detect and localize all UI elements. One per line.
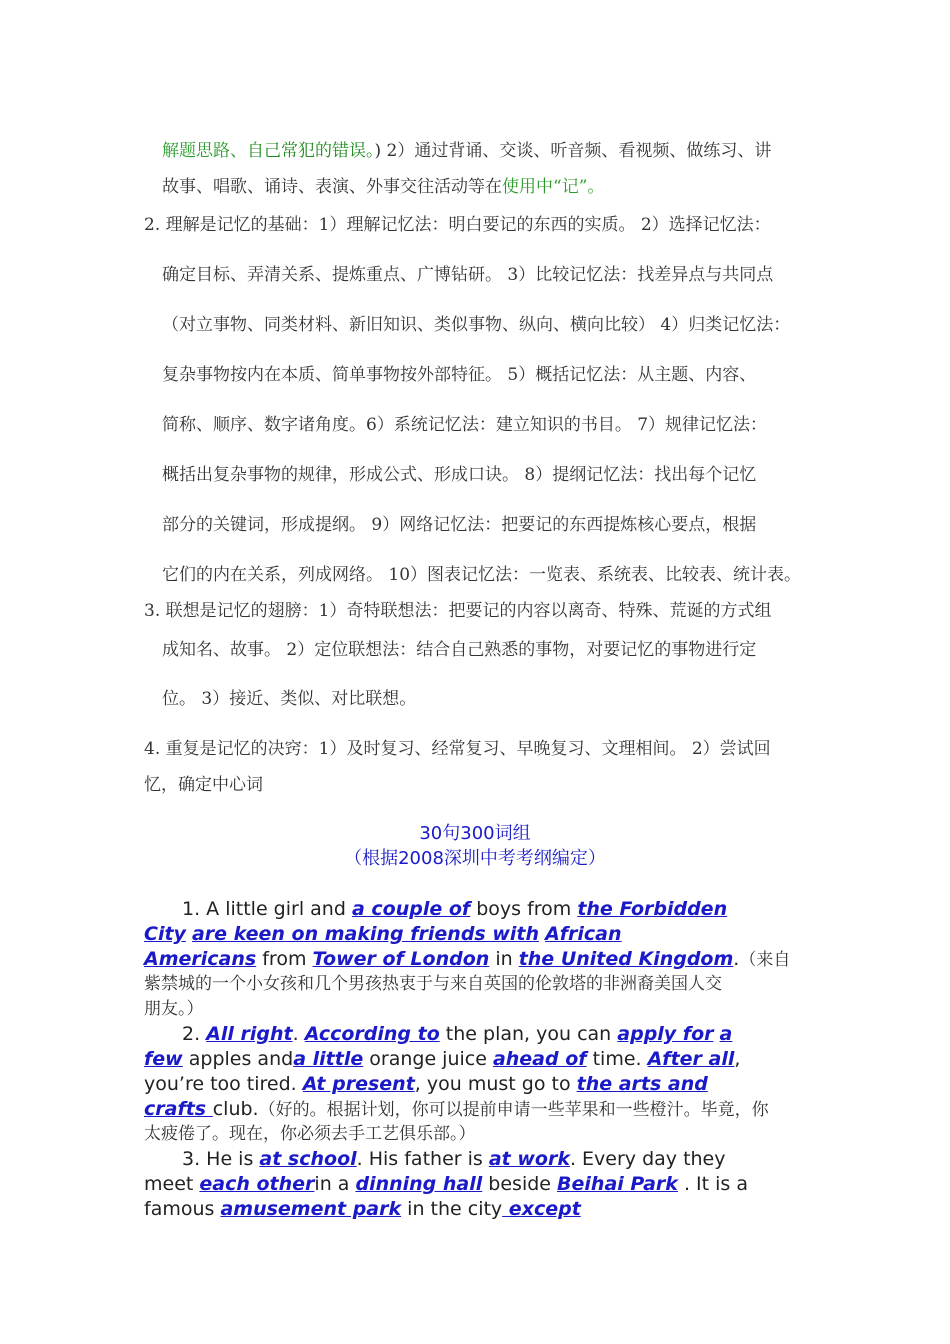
- sentence-2-line-4: crafts club.（好的。根据计划，你可以提前申请一些苹果和一些橙汁。毕竟，你: [144, 1098, 769, 1120]
- line-14: 4. 重复是记忆的决窍：1）及时复习、经常复习、早晚复习、文理相间。 2）尝试回: [144, 739, 771, 759]
- phrase-link[interactable]: the United Kingdom: [518, 948, 734, 970]
- phrase-link[interactable]: City: [144, 923, 186, 945]
- sentence-3-line-3: famous amusement park in the city except: [144, 1198, 581, 1220]
- phrase-link[interactable]: apply for: [617, 1023, 714, 1045]
- phrase-link[interactable]: Beihai Park: [557, 1173, 678, 1195]
- sentence-1-translation-2: 朋友。）: [144, 999, 204, 1019]
- line-3: 2. 理解是记忆的基础：1）理解记忆法：明白要记的东西的实质。 2）选择记忆法：: [144, 215, 771, 235]
- line-11: 3. 联想是记忆的翅膀：1）奇特联想法：把要记的内容以离奇、特殊、荒诞的方式组: [144, 601, 772, 621]
- line-13: 位。 3）接近、类似、对比联想。: [162, 689, 417, 709]
- line-7: 简称、顺序、数字诸角度。6）系统记忆法：建立知识的书目。 7）规律记忆法：: [162, 415, 768, 435]
- phrase-link[interactable]: each other: [199, 1173, 315, 1195]
- phrase-link[interactable]: Tower of London: [312, 948, 490, 970]
- sentence-2-line-3: you’re too tired. At present, you must go to the arts and: [144, 1073, 708, 1095]
- phrase-link[interactable]: amusement park: [220, 1198, 402, 1220]
- line-9: 部分的关键词，形成提纲。 9）网络记忆法：把要记的东西提炼核心要点，根据: [162, 515, 757, 535]
- line-10: 它们的内在关系，列成网络。 10）图表记忆法：一览表、系统表、比较表、统计表。: [162, 565, 802, 585]
- line-6: 复杂事物按内在本质、简单事物按外部特征。 5）概括记忆法：从主题、内容、: [162, 365, 757, 385]
- phrase-link[interactable]: the Forbidden: [577, 898, 728, 920]
- phrase-link[interactable]: Americans: [144, 948, 257, 970]
- sentence-1-translation-1: 紫禁城的一个小女孩和几个男孩热衷于与来自英国的伦敦塔的非洲裔美国人交: [144, 974, 722, 994]
- phrase-link[interactable]: All right: [206, 1023, 293, 1045]
- section-title: 30句300词组: [419, 823, 531, 844]
- sentence-1-line-2: [144, 922, 622, 946]
- phrase-link[interactable]: at work: [488, 1148, 570, 1170]
- phrase-link[interactable]: According to: [304, 1023, 440, 1045]
- line-12: 成知名、故事。 2）定位联想法：结合自己熟悉的事物，对要记忆的事物进行定: [162, 640, 757, 660]
- phrase-link[interactable]: At present: [302, 1073, 415, 1095]
- sentence-2-line-1: 2. All right. According to the plan, you can apply for a: [182, 1023, 733, 1045]
- line-15: 忆，确定中心词: [144, 775, 263, 795]
- phrase-link[interactable]: a: [719, 1023, 733, 1045]
- phrase-link[interactable]: the arts and: [576, 1073, 708, 1095]
- sentence-1-line-1: 1. A little girl and a couple of boys from the Forbidden: [182, 898, 728, 920]
- line-5: （对立事物、同类材料、新旧知识、类似事物、纵向、横向比较） 4）归类记忆法：: [162, 315, 791, 335]
- line-2: 故事、唱歌、诵诗、表演、外事交往活动等在使用中“记”。: [162, 177, 605, 197]
- phrase-link[interactable]: a couple of: [351, 898, 471, 920]
- section-subtitle: （根据2008深圳中考考纲编定）: [344, 848, 606, 869]
- phrase-link[interactable]: dinning hall: [355, 1173, 483, 1195]
- phrase-link[interactable]: at school: [259, 1148, 357, 1170]
- phrase-link[interactable]: are keen on making friends with: [191, 923, 540, 945]
- phrase-link[interactable]: After all: [647, 1048, 735, 1070]
- phrase-link[interactable]: except: [502, 1198, 581, 1220]
- sentence-2-line-2: few apples anda little orange juice ahead of time. After all,: [144, 1048, 741, 1070]
- phrase-link[interactable]: a little: [293, 1048, 364, 1070]
- phrase-link[interactable]: ahead of: [492, 1048, 587, 1070]
- phrase-link[interactable]: African: [545, 923, 622, 945]
- sentence-2-translation: 太疲倦了。现在，你必须去手工艺俱乐部。）: [144, 1124, 476, 1144]
- line-1: 解题思路、自己常犯的错误。) 2）通过背诵、交谈、听音频、看视频、做练习、讲: [162, 141, 772, 161]
- line-4: 确定目标、弄清关系、提炼重点、广博钻研。 3）比较记忆法：找差异点与共同点: [162, 265, 774, 285]
- phrase-link[interactable]: crafts: [144, 1098, 213, 1120]
- sentence-1-line-3: Americans from Tower of London in the United Kingdom.（来自: [144, 948, 791, 970]
- sentence-3-line-2: meet each otherin a dinning hall beside Beihai Park . It is a: [144, 1173, 749, 1195]
- phrase-link[interactable]: few: [144, 1048, 183, 1070]
- line-8: 概括出复杂事物的规律，形成公式、形成口诀。 8）提纲记忆法：找出每个记忆: [162, 465, 757, 485]
- sentence-3-line-1: 3. He is at school. His father is at work. Every day they: [182, 1148, 726, 1170]
